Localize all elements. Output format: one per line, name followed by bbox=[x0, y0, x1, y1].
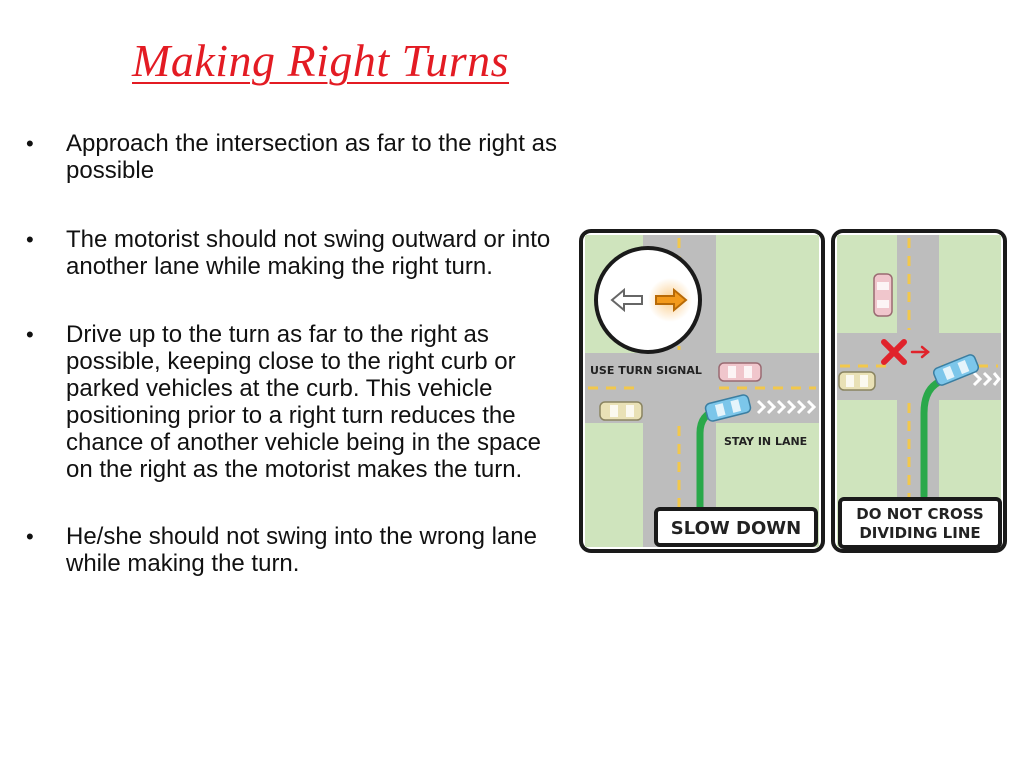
bullet-text: Approach the intersection as far to the right as possible bbox=[66, 130, 557, 184]
bullet-item bbox=[24, 226, 572, 280]
bullet-marker: • bbox=[26, 524, 34, 549]
bullet-text: Drive up to the turn as far to the right as possible, keeping close to the right curb or parked vehicles at the curb. This vehicle positioning prior to a right turn reduces the chance of another vehicle being in the space on the right as the motorist makes the turn. bbox=[66, 321, 541, 483]
turn-signal-icon bbox=[596, 248, 700, 352]
bullet-marker: • bbox=[26, 322, 34, 347]
bullet-item bbox=[24, 523, 572, 577]
car-tan bbox=[839, 372, 875, 390]
bullet-text: He/she should not swing into the wrong lane while making the turn. bbox=[66, 523, 537, 577]
car-tan bbox=[600, 402, 642, 420]
do-not-cross-caption-line2: DIVIDING LINE bbox=[859, 524, 981, 542]
slide-title: Making Right Turns bbox=[132, 35, 510, 86]
bullet-marker: • bbox=[26, 131, 34, 156]
bullet-list bbox=[24, 130, 572, 577]
right-turn-illustration bbox=[578, 228, 1010, 554]
car-pink bbox=[719, 363, 761, 381]
left-panel bbox=[581, 231, 823, 551]
car-pink bbox=[874, 274, 892, 316]
right-panel bbox=[833, 231, 1005, 551]
illustration-svg bbox=[578, 228, 1010, 554]
do-not-cross-caption-line1: DO NOT CROSS bbox=[856, 505, 984, 523]
slow-down-caption: SLOW DOWN bbox=[670, 518, 802, 539]
bullet-item bbox=[24, 321, 572, 483]
stay-in-lane-label: STAY IN LANE bbox=[724, 435, 808, 448]
grass-block bbox=[716, 235, 819, 353]
bullet-item bbox=[24, 130, 572, 184]
grass-block bbox=[939, 235, 1001, 333]
grass-block bbox=[585, 423, 643, 547]
bullet-marker: • bbox=[26, 227, 34, 252]
bullet-text: The motorist should not swing outward or into another lane while making the right turn. bbox=[66, 226, 551, 280]
use-turn-signal-label: USE TURN SIGNAL bbox=[590, 364, 702, 377]
